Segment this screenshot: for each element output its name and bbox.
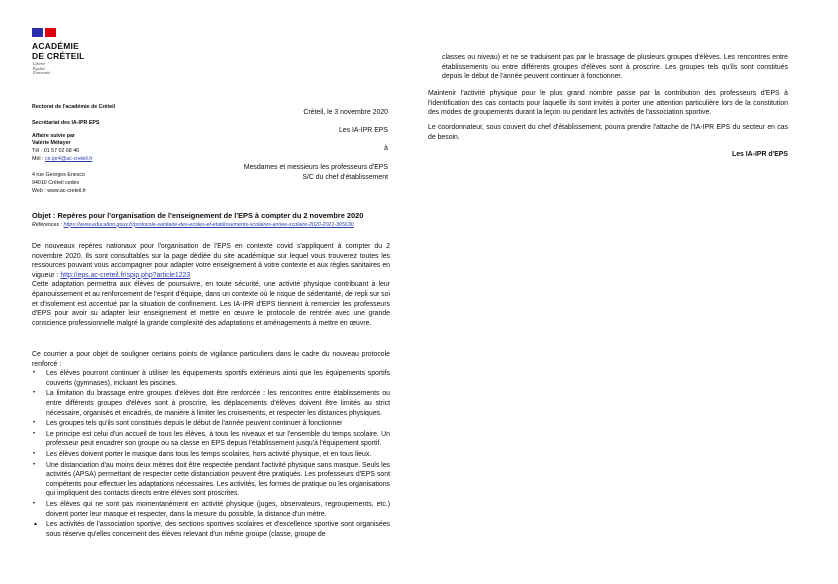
list-item-text: Les groupes tels qu'ils sont constitués depuis le début de l'année peuvent continuer à fonctionner xyxy=(46,420,343,428)
list-item xyxy=(32,389,390,418)
bullet-icon: • xyxy=(33,420,36,427)
page2-paragraph-1: Maintenir l'activité physique pour le plus grand nombre passe par la contribution des professeurs d'EPS à l'identification des cas contacts pour laquelle ils sont invités à porter une attention particulière lors de la constitution des modes de groupements durant la leçon ou pendant les activités de l'association sportive. xyxy=(428,90,788,117)
motto-fraternite: Fraternité xyxy=(33,70,51,76)
subject: Objet : Repères pour l'organisation de l'enseignement de l'EPS à compter du 2 novembre 2020 xyxy=(32,211,364,220)
paragraph-3: Ce courrier a pour objet de souligner certains points de vigilance particuliers dans le cadre du nouveau protocole renforcé : xyxy=(32,351,390,368)
list-item-text: Les élèves pourront continuer à utiliser les équipements sportifs extérieurs ainsi que les équipements sportifs couverts (gymnases), incluant les piscines. xyxy=(46,370,390,387)
triangle-bullet-icon: ▲ xyxy=(33,521,38,528)
references-label: Références : xyxy=(32,221,64,228)
article-link[interactable]: http://eps.ac-creteil.fr/spip.php?article1223 xyxy=(60,271,191,279)
list-item xyxy=(32,500,390,519)
page2-paragraph-2: Le coordonnateur, sous couvert du chef d'établissement, pourra prendre l'attache de l'IA-IPR EPS du secteur en cas de besoin. xyxy=(428,124,788,141)
sender-address xyxy=(32,171,86,195)
list-item-text: Le principe est celui d'un accueil de tous les élèves, à tous les niveaux et sur l'ensemble du temps scolaire. Un professeur peut encadrer son groupe ou sa classe en EPS depuis l'établissement jusqu'à l'équipement sportif. xyxy=(46,430,390,448)
motto xyxy=(33,62,50,76)
mail-link[interactable]: ce.ipr4@ac-creteil.fr xyxy=(44,155,93,162)
references-link[interactable]: https://www.education.gouv.fr/protocole-sanitaire-des-ecoles-et-etablissements-scolaires-annee-scolaire-2020-2021-305630 xyxy=(63,221,354,228)
list-item xyxy=(32,369,390,388)
motto-egalite: Égalité xyxy=(33,65,46,71)
tel: Tél : 01 57 02 68 46 xyxy=(32,147,80,154)
contact-name: Valérie Métayer xyxy=(32,140,71,147)
bullet-icon: • xyxy=(33,430,36,437)
rectorat: Rectorat de l'académie de Créteil xyxy=(32,104,116,110)
list-item xyxy=(32,520,390,539)
list-item-text: Les activités de l'association sportive, des sections sportives scolaires et d'excellence sportive sont organisées sous réserve qu'elles concernent des élèves relevant d'un même groupe (classe, groupe de xyxy=(46,521,390,538)
affaire-label: Affaire suivie par xyxy=(32,133,75,139)
list-item xyxy=(32,419,390,429)
to-word: à xyxy=(384,145,388,152)
bullet-icon: • xyxy=(33,370,36,377)
bullet-icon: • xyxy=(33,461,36,468)
list-item xyxy=(32,461,390,499)
sc-chef: S/C du chef d'établissement xyxy=(302,174,388,181)
list-item xyxy=(32,430,390,449)
list-item-text: Les élèves doivent porter le masque dans tous les temps scolaires, hors activité physique, et en tous lieux. xyxy=(46,450,372,458)
list-item-text: Les élèves qui ne sont pas momentanément en activité physique (juges, observateurs, regroupements, etc.) doivent porter leur masque et respecter, dans la mesure du possible, la distance d'un mètre. xyxy=(46,500,390,518)
logo-line2: DE CRÉTEIL xyxy=(32,51,85,61)
address2: 94010 Créteil cedex xyxy=(32,180,80,186)
address1: 4 rue Georges Enesco xyxy=(32,172,85,178)
web: Web : www.ac-creteil.fr xyxy=(32,188,87,194)
page2-continuation: classes ou niveau) et ne se traduisent pas par le brassage de plusieurs groupes d'élèves. Les rencontres entre établissements ou entre différents groupes d'élèves sont à proscrire. Les groupes tels qu'ils sont constitués depuis le début de l'année peuvent continuer à fonctionner. xyxy=(442,54,788,81)
motto-liberte: Liberté xyxy=(33,61,46,66)
list-item-text: Une distanciation d'au moins deux mètres doit être respectée pendant l'activité physique sans masque. Seuls les activités (APSA) permettant de respecter cette distanciation peuvent être pratiqués. Les professeurs d'EPS sont compétents pour effectuer les adaptations nécessaires. Les activités, les formes de pratique ou les organisations qui impliquent des contacts directs entre élèves sont proscrites. xyxy=(46,461,390,498)
sender-contact xyxy=(32,133,92,163)
from: Les IA-IPR EPS xyxy=(338,127,388,134)
date: Créteil, le 3 novembre 2020 xyxy=(303,109,388,116)
subject-block xyxy=(32,211,392,229)
logo-line1: ACADÉMIE xyxy=(32,41,79,51)
secretariat: Secrétariat des IA-IPR EPS xyxy=(32,120,100,126)
bullet-icon: • xyxy=(33,450,36,457)
list-item-text: La limitation du brassage entre groupes d'élèves doit être renforcée : les rencontres entre établissements ou entre différents groupes d'élèves sont à proscrire, les déplacements d'élèves doivent être limités au strict nécessaire, organisés et encadrés, de manière à limiter les croisements, et respecter les distances physiques. xyxy=(46,390,390,417)
mail-label: Mél : xyxy=(32,155,45,162)
bullet-icon: • xyxy=(33,390,36,397)
body-intro xyxy=(32,242,390,328)
recipients: Mesdames et messieurs les professeurs d'EPS xyxy=(243,164,388,171)
vigilance-list xyxy=(32,369,390,539)
paragraph-2: Cette adaptation permettra aux élèves de poursuivre, en toute sécurité, une activité physique contribuant à leur épanouissement et au renforcement de l'esprit d'équipe, dans un contexte où le risque de sédentarité, de repli sur soi et d'isolement est accentué par la situation de confinement. Les IA-IPR d'EPS tiennent à remercier les professeurs d'EPS pour avoir su adapter leur enseignement et mettre en œuvre le protocole de rentrée avec une grande conscience professionnelle malgré la grande complexité des adaptations et aménagements à mettre en œuvre. xyxy=(32,281,390,327)
signature: Les IA-IPR d'EPS xyxy=(731,151,788,158)
bullet-icon: • xyxy=(33,500,36,507)
paragraph-1: De nouveaux repères nationaux pour l'organisation de l'EPS en contexte covid s'appliquent à compter du 2 novembre 2020. Ils sont consultables sur la page dédiée du site académique sur lequel vous trouverez toutes les ressources pouvant vous accompagner pour adapter votre enseignement à votre contexte et aux règles sanitaires en vigueur : xyxy=(32,243,390,279)
body-vigilance xyxy=(32,350,390,540)
list-item xyxy=(32,450,390,460)
republique-flag-logo xyxy=(32,28,56,37)
